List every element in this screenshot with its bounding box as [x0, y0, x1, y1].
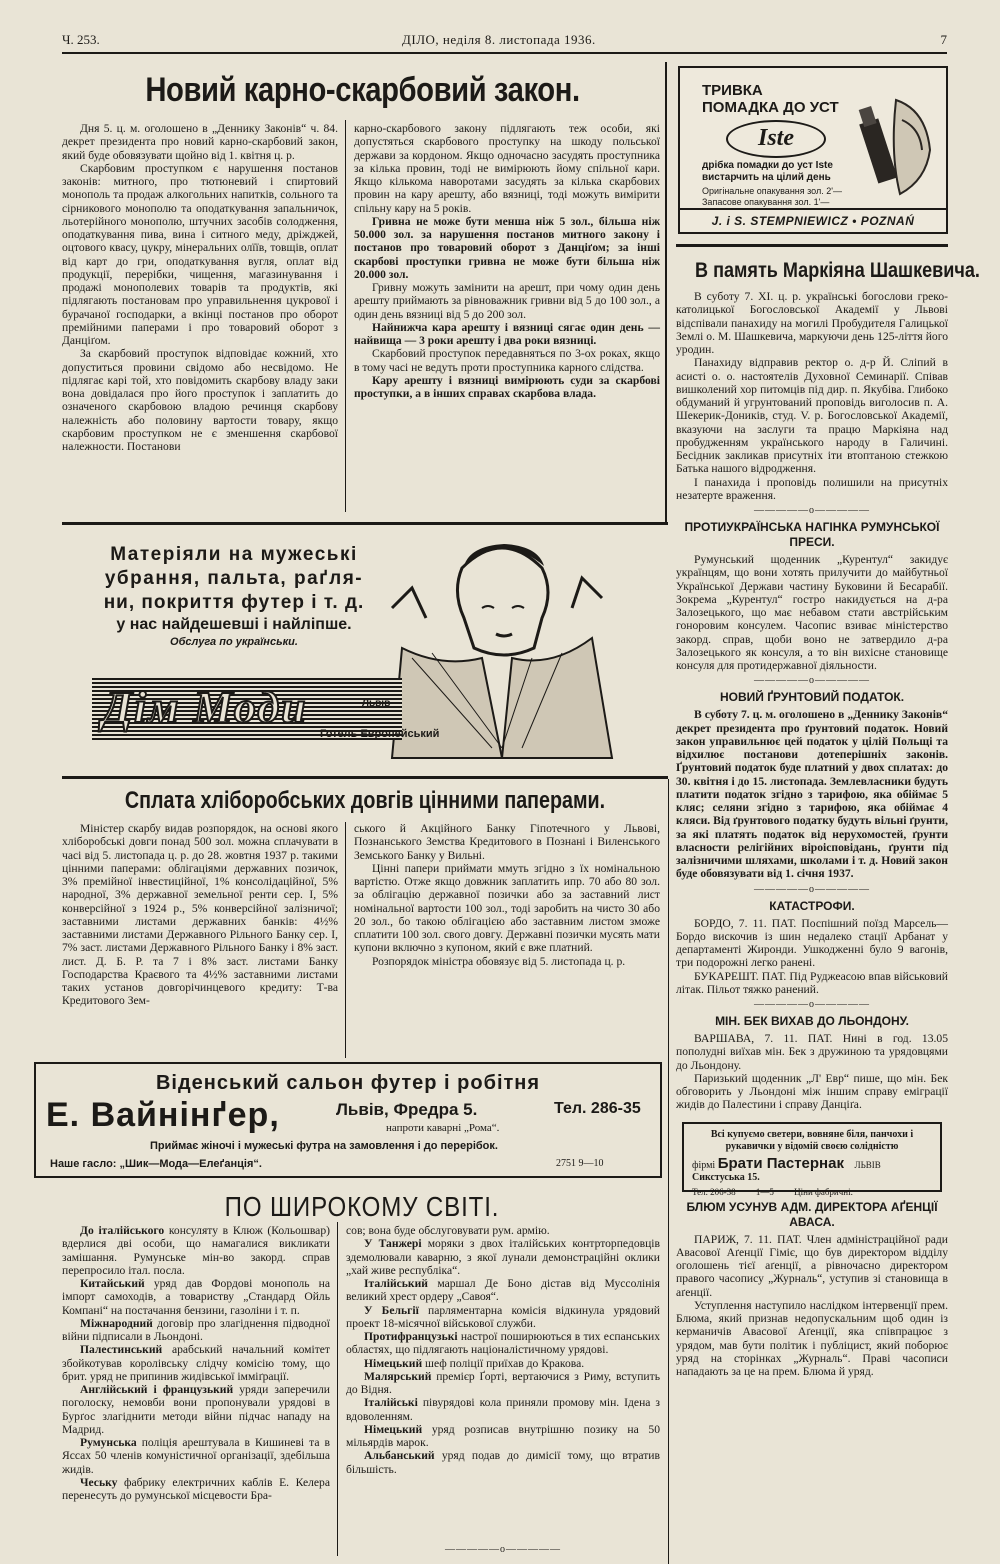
- world-news-text: парляментарна комісія відкинула урядовий проект 18-місячної військової служби.: [346, 1303, 660, 1330]
- romanian-press-article: [676, 553, 948, 672]
- world-news-lead: Німецький: [364, 1422, 423, 1436]
- shashkevych-headline: В память Маркіяна Шашкевича.: [695, 259, 980, 282]
- shashkevych-paragraph: В суботу 7. XI. ц. р. українські богослови греко-католицької Богословської Академії у Львові відспівали панахиду на могилі Пробудителя Галицької Землі о. М. Шашкевича, маркуючи день 125-ліття його уродин.: [676, 290, 948, 356]
- world-news-lead: У Танжері: [364, 1237, 422, 1251]
- debts-column-2: [354, 822, 660, 1058]
- world-news-text: премієр Ґорті, вертаючися з Риму, вступить до Відня.: [346, 1369, 660, 1396]
- world-news-item: [346, 1237, 660, 1277]
- weininger-ad-phone: Тел. 286-35: [554, 1100, 641, 1117]
- section-rule: [62, 776, 668, 779]
- beck-article: [676, 1032, 948, 1112]
- dim-mody-city: Львів: [362, 698, 391, 709]
- weininger-ad-note: напроти каварні „Рома“.: [386, 1122, 500, 1134]
- column-divider: [665, 62, 667, 522]
- iste-ad-line: Запасове опакування зол. 1'—: [702, 197, 830, 207]
- lipstick-illustration: [846, 90, 938, 210]
- world-news-lead: Італійські: [364, 1396, 418, 1410]
- world-news-text: уряди заперечили поголоску, немовби вони пропонували урядові в Бурґос злагіднити методи війни підчас нападу на Мадрид.: [62, 1383, 330, 1436]
- world-news-item: [62, 1277, 330, 1317]
- world-news-text: арабський начальний комітет збойкотував королівську слідчу комісію тому, що брит. уряд не припинив жидівської імміґрації.: [62, 1343, 330, 1383]
- ornament-divider: —————o—————: [754, 675, 870, 687]
- world-news-item: [62, 1383, 330, 1436]
- iste-brand-logo: [726, 120, 826, 158]
- world-news-lead: До італійського: [80, 1224, 165, 1237]
- ornament-divider: —————o—————: [754, 883, 870, 895]
- world-news-lead: У Бельгії: [364, 1303, 419, 1317]
- world-news-lead: Румунська: [80, 1436, 137, 1449]
- shashkevych-paragraph: І панахида і проповідь полишили на присутніх незатерте враження.: [676, 475, 948, 502]
- world-headline: ПО ШИРОКОМУ СВІТІ.: [224, 1191, 500, 1222]
- beck-headline: МІН. БЕК ВИХАВ ДО ЛЬОНДОНУ.: [715, 1014, 909, 1028]
- world-news-text: шеф поліції приїхав до Кракова.: [422, 1356, 585, 1370]
- disasters-article: [676, 917, 948, 997]
- weininger-ad-name: Е. Вайнінґер,: [46, 1096, 280, 1134]
- world-news-text: моряки з двох італійських контрторпедовців здемолювали каварню, з якої лунали демонстраційні оклики „хай живе республіка“.: [346, 1237, 660, 1277]
- fashion-woman-illustration: [382, 538, 612, 758]
- ornament-divider: —————o—————: [445, 1544, 561, 1555]
- world-news-text: договір про злагіднення підводної війни підписали в Льондоні.: [62, 1316, 330, 1343]
- section-rule: [676, 244, 948, 247]
- world-news-text: уряд подав до димісії тому, що втратив більшість.: [346, 1449, 660, 1476]
- iste-lipstick-ad: [678, 66, 948, 234]
- dim-mody-line: Обслуга по українськи.: [170, 636, 298, 648]
- law-paragraph: Гривну можуть замінити на арешт, при чому один день арешту приймають за рівноважник гривни від 5 до 100 зол., а один день вязниці від 5 до 200 зол.: [354, 281, 660, 321]
- pasternak-firm-line: [692, 1155, 932, 1184]
- world-news-lead: Альбанський: [364, 1449, 435, 1463]
- iste-ad-line: Оригінальне опакування зол. 2'—: [702, 186, 842, 196]
- masthead-line: ДІЛО, неділя 8. листопада 1936.: [402, 32, 596, 47]
- shashkevych-article: [676, 290, 948, 502]
- law-column-2: [354, 122, 660, 512]
- world-news-item: [346, 1449, 660, 1476]
- pasternak-prices: Ціни фабричні.: [794, 1186, 853, 1197]
- world-news-item: [346, 1423, 660, 1450]
- world-news-item: [62, 1436, 330, 1476]
- havas-article: [676, 1233, 948, 1379]
- land-tax-paragraph: В суботу 7. ц. м. оголошено в „Деннику Законів“ декрет президента про ґрунтовий податок. Новий закон управильнює цей податок у цілій Польщі та відхилює постанови дотеперішніх законів. Ґрунтовий податок буде платний у двох сплатах: до 30. квітня і до 15. листопада. Землевласники будуть платити податок згідно з тарифою, яка обіймає 5 кляс; селяни згідно з тарифою, яка обіймає 4 кляси. Від ґрунтового податку будуть вільні ґрунти, за які платять податок від нерухомостей, ґрунти власности релігійних віроісповідань, ґрунти під залізничими шляхами, школами і т. д. Новий закон буде обовязувати від 1. січня 1937.: [676, 708, 948, 881]
- law-paragraph: Гривна не може бути менша ніж 5 зол., більша ніж 50.000 зол. за нарушення постанов митного закону і постанов про товаровий оборот з Данціґом; за інші скарбові проступки гривна не може бути більша ніж 20.000 зол.: [354, 214, 660, 281]
- pasternak-phone: Тел. 206-38: [692, 1186, 736, 1197]
- pasternak-ad: [682, 1122, 942, 1197]
- world-news-lead: Малярський: [364, 1369, 432, 1383]
- pasternak-address: Сикстуська 15.: [692, 1171, 760, 1183]
- world-news-lead: Чеську: [80, 1475, 118, 1489]
- law-paragraph: Кару арешту і вязниці вимірюють суди за скарбові проступки, а в інших справах скарбова влада.: [354, 373, 660, 400]
- iste-footer-text: J. i S. STEMPNIEWICZ • POZNAŃ: [711, 214, 915, 228]
- pasternak-city: ЛЬВІВ: [854, 1159, 881, 1170]
- dim-mody-ad: [62, 530, 668, 770]
- beck-paragraph: Паризький щоденник „Л' Евр“ пише, що мін. Бек обговорить у Льондоні між іншим справу еміграції жидів до Палестини і справу Данціґа.: [676, 1071, 948, 1112]
- world-news-item: [62, 1317, 330, 1344]
- world-news-text: консуляту в Клюж (Кольошвар) вдерлися дві особи, що намагалися викликати замішання. Румунське мін-во закорд. справ перепросило італ. посла.: [62, 1224, 330, 1277]
- world-news-item: [346, 1357, 660, 1370]
- world-column-2: [346, 1224, 660, 1564]
- land-tax-headline: НОВИЙ ҐРУНТОВИЙ ПОДАТОК.: [719, 690, 905, 705]
- world-news-text: поліція арештувала в Кишиневі та в Яссах 50 членів комуністичної організації, здебільша жидів.: [62, 1436, 330, 1476]
- world-news-text: маршал Де Боно дістав від Муссолінія великий хрест ордеру „Савоя“.: [346, 1277, 660, 1304]
- page-number: 7: [940, 32, 947, 47]
- world-news-lead: Англійський і французький: [80, 1383, 234, 1396]
- beck-paragraph: ВАРШАВА, 7. 11. ПАТ. Нині в год. 13.05 пополудні виїхав мін. Бек з дружиною та урядовцями до Льондону.: [676, 1032, 948, 1072]
- iste-ad-line: ПОМАДКА ДО УСТ: [702, 99, 839, 116]
- law-paragraph: Найнижча кара арешту і вязниці сягає один день — найвища — 3 роки арешту і два роки вязниці.: [354, 320, 660, 347]
- debts-column-1: [62, 822, 338, 1058]
- world-news-lead: Палестинський: [80, 1343, 163, 1357]
- weininger-fur-ad: [34, 1062, 662, 1178]
- iste-ad-line: вистарчить на цілий день: [702, 172, 831, 183]
- world-news-lead: Італійський: [364, 1277, 428, 1290]
- debts-headline: Сплата хліборобських довгів цінними паперами.: [124, 787, 606, 814]
- world-column-1: [62, 1224, 330, 1564]
- world-news-item: [346, 1330, 660, 1357]
- right-column: [676, 258, 980, 1564]
- column-divider: [337, 1222, 338, 1556]
- land-tax-article: [676, 708, 948, 880]
- world-news-text: уряд дав Фордові монополь на імпорт самоходів, а товариству „Стандард Ойль Компані“ на постачання бензини, газоліни і т. п.: [62, 1277, 330, 1317]
- world-news-item: [346, 1304, 660, 1331]
- world-news-item: [62, 1343, 330, 1383]
- debts-paragraph: ського й Акційного Банку Гіпотечного у Львові, Познанського Земства Кредитового в Познані і Виленського Земського Банку у Вильні.: [354, 822, 660, 862]
- dim-mody-brand: Дім Моди: [102, 683, 308, 732]
- iste-ad-line: дрібка помадки до уст Iste: [702, 160, 833, 171]
- dim-mody-line: у нас найдешевші і найліпше.: [116, 616, 352, 633]
- weininger-ad-motto: Наше гасло: „Шик—Мода—Елеґанція“.: [50, 1158, 262, 1170]
- world-news-item: [62, 1476, 330, 1503]
- dim-mody-line: Матеріяли на мужеські: [110, 544, 358, 565]
- world-news-text: півурядові кола приняли промову мін. Ідена з вдоволенням.: [346, 1396, 660, 1423]
- weininger-ad-address: Львів, Фредра 5.: [336, 1100, 478, 1119]
- debts-paragraph: Розпорядок міністра обовязує від 5. листопада ц. р.: [372, 954, 626, 968]
- pasternak-bottom-line: [692, 1186, 932, 1198]
- iste-ad-line: ТРИВКА: [702, 82, 763, 99]
- law-paragraph: За скарбовий проступок відповідає кожний, хто допуститься провини свідомо або несвідомо. Не підлягає карі той, хто повідомить скарбову владу заки вона довідалася про його проступок і заплатить до означеного скарбовою владою речинця скарбову належність або половину вартости товару, якщо скарбовим проступком не є зменшення скарбової належности. Постанови: [62, 347, 338, 453]
- debts-paragraph: Цінні папери приймати ммуть згідно з їх номінальною вартістю. Отже якщо довжник заплатить ипр. 70 або 80 зол. за облігацію державної позички або за заставний лист номінальної вартости 100 зол., тоді заробить на чисто 30 або 20 зол., бо такою облігацією або заставним листом зможе сплатити 100 зол. свого довгу. Державні позички мусять мати купони включно з купоном, який є вже платний.: [354, 861, 660, 955]
- world-news-item: [62, 1224, 330, 1277]
- pasternak-firm-prefix: фірмі: [692, 1159, 716, 1171]
- law-paragraph: Скарбовий проступок передавняться по 3-ох роках, якщо в тому часі не ведуть проти проступника карного слідства.: [354, 347, 660, 374]
- havas-headline: БЛЮМ УСУНУВ АДМ. ДИРЕКТОРА АҐЕНЦІЇ АВАСА.: [686, 1199, 938, 1229]
- world-news-lead: Китайський: [80, 1277, 145, 1290]
- romanian-paragraph: Румунський щоденник „Курентул“ закидує українцям, що вони хотять прилучити до майбутньої Української Держави частину Буковини й Бесарабії. Зокрема „Курентул“ гостро накидується на д-ра Залозецького, що має небавом стати австрійським гоноровим консулем. Часопис взиває міністерство закорд. справ, щоби воно не затвердило д-ра Залозецького як консуля, а то він вихісне становище консуля для протидержавної діяльности.: [676, 553, 948, 672]
- issue-number: Ч. 253.: [62, 32, 100, 47]
- page-header: [62, 30, 947, 52]
- law-paragraph: карно-скарбового закону підлягають теж особи, які допустяться скарбового проступку на шкоду польської держави за кордоном. Якщо одночасно засудять проступника за кілька провин, тоді не вимірюють йому спільної кари. Якщо кількома наворотами засудять за кілька скарбових провин на кару арешту, або вязниці, тоді можуть вимірити спільну кару на 5 років.: [354, 122, 660, 215]
- iste-ad-footer: [680, 208, 946, 234]
- havas-paragraph: Уступлення наступило наслідком інтервенції прем. Блюма, який признав недопускальним щоб один із керманичів Авасової Аґенції, яка співпрацює з урядом, мав бути політик і публіцист, який поборює уряд на сторінках „Журналь“. Праві часописи нападають за це на прем. Блюма й уряд.: [676, 1298, 948, 1378]
- weininger-ad-title: Віденський сальон футер і робітня: [155, 1072, 541, 1094]
- pasternak-firm-name: Брати Пастернак: [717, 1154, 844, 1172]
- world-news-item: [346, 1224, 660, 1237]
- world-news-text: уряд розписав внутрішню позику на 50 мільярдів марок.: [346, 1422, 660, 1449]
- header-rule: [62, 52, 947, 54]
- law-paragraph: Дня 5. ц. м. оголошено в „Деннику Законів“ ч. 84. декрет президента про новий карно-скарбовий закон, який буде обовязувати щойно від 1. квітня ц. р.: [62, 122, 338, 162]
- world-news-item: [346, 1370, 660, 1397]
- weininger-ad-code: 2751 9—10: [556, 1158, 604, 1169]
- disasters-paragraph: БУКАРЕШТ. ПАТ. Під Руджеасою впав військовий літак. Пільот тяжко ранений.: [676, 969, 948, 996]
- ornament-divider: —————o—————: [754, 999, 870, 1010]
- world-news-item: [346, 1396, 660, 1423]
- law-headline: Новий карно-скарбовий закон.: [145, 71, 580, 109]
- pasternak-ad-text: Всі купуємо светери, вовняне біля, панчохи і рукавички у відомій своєю солідністю: [710, 1128, 914, 1152]
- column-divider: [345, 822, 346, 1058]
- world-news-text: настрої поширюються в тих еспанських областях, що підлягають націоналістичному урядові.: [346, 1330, 660, 1357]
- world-news-lead: Німецький: [364, 1356, 423, 1370]
- world-news-item: [346, 1277, 660, 1304]
- column-divider: [345, 120, 346, 512]
- havas-paragraph: ПАРИЖ, 7. 11. ПАТ. Член адміністраційної ради Авасової Аґенції Гіміє, що був директором відділу оголошень тієї аґенції, а рівночасно директором правого часопису „Журналь“, уступив зі становища в аґенції.: [676, 1232, 948, 1299]
- section-rule: [62, 522, 668, 525]
- ornament-divider: —————o—————: [754, 505, 870, 516]
- disasters-headline: КАТАСТРОФИ.: [769, 898, 855, 913]
- world-news-text: фабрику електричних каблів Е. Келера перенесуть до румунської місцевости Бра-: [62, 1475, 330, 1502]
- weininger-ad-line: Приймає жіночі і мужеські футра на замовлення і до перерібок.: [150, 1140, 498, 1152]
- world-news-text: сов; вона буде обслуговувати рум. армію.: [346, 1224, 550, 1237]
- world-news-lead: Міжнародний: [80, 1316, 153, 1330]
- world-news-lead: Протифранцузькі: [364, 1330, 458, 1343]
- dim-mody-line: ни, покриття футер і т. д.: [103, 592, 365, 613]
- column-divider: [668, 779, 669, 1564]
- law-column-1: [62, 122, 338, 512]
- dim-mody-line: убрання, пальта, раґля-: [104, 568, 364, 589]
- law-paragraph: Скарбовим проступком є нарушення постанов законів: митного, про тютюневий і спиртовий монополь та продаж алкогольних напитків, сольного та сірникового монополю та оподаткування запальничок, льотерійного монополю, штучних засобів солодження, оподаткування пива, вина і ситного меду, дріжджей, оцтового квасу, цукру, мінеральних олїїв, товщів, оплат від карт до гри, оподаткування вугля, оплат від продукції, перерібки, чищення, магазинування і продажі монополевих товарів та продуктів, які підлягають постановам про управильнення цукрової і бурачаної господарки, а вкінці постанов про оборот премійними паперами і про товаровий оборот з Данціґом.: [62, 161, 338, 347]
- romanian-press-headline: ПРОТИУКРАЇНСЬКА НАГІНКА РУМУНСЬКОЇ ПРЕСИ.: [684, 520, 940, 549]
- disasters-paragraph: БОРДО, 7. 11. ПАТ. Поспішний поїзд Марсель—Бордо вискочив із шин недалеко стації Арбанат у департаменті Жиронди. Ушкодженні було 9 вагонів, три подорожні легко ранені.: [676, 916, 948, 970]
- iste-brand: Iste: [758, 125, 794, 151]
- shashkevych-paragraph: Панахиду відправив ректор о. д-р Й. Сліпий в асисті о. о. настоятелів Духовної Семинарії. Співав вишколений хор питомців під дир. п. Якубіва. Глибоко обдуманий й угрунтований проповідь виголосив п. А. Шекерик-Доників, студ. V. р. Богословської Академії, вказуючи на заслуги та працю Маркіяна над пробудженням українського народу в Галичині. Бесідник закликав присутніх іти втоптаною стежкою Батька нашого відродження.: [676, 356, 948, 476]
- dim-mody-hotel: Готель Европейський: [320, 728, 440, 740]
- debts-paragraph: Міністер скарбу видав розпорядок, на основі якого хліборобські довги понад 500 зол. можна сплачувати в часі від 5. листопада ц. р. до 28. жовтня 1937 р. такими цінними паперами: облігаціями державних позичок, 3% премійної інвестиційної, 1% консолідаційної, 5% народної, 3% державної земельної ренти сер. І, 5% конверсійної з 1924 р., 5% конверсійної залізничої; заставними листами державних банків: 4½% заставними листами Державного Рільного Банку сер. І, 7% заст. листами Державного Рільного Банку і 8% заст. лист. Д. Б. Р. та 7 і 8% заст. листами Банку Господарства Краєвого та 4½% заставними листами таких установ довгорічинцевого кредиту: Т-ва Кредитового Зем-: [62, 822, 338, 1008]
- pasternak-code: 1—5: [755, 1186, 774, 1197]
